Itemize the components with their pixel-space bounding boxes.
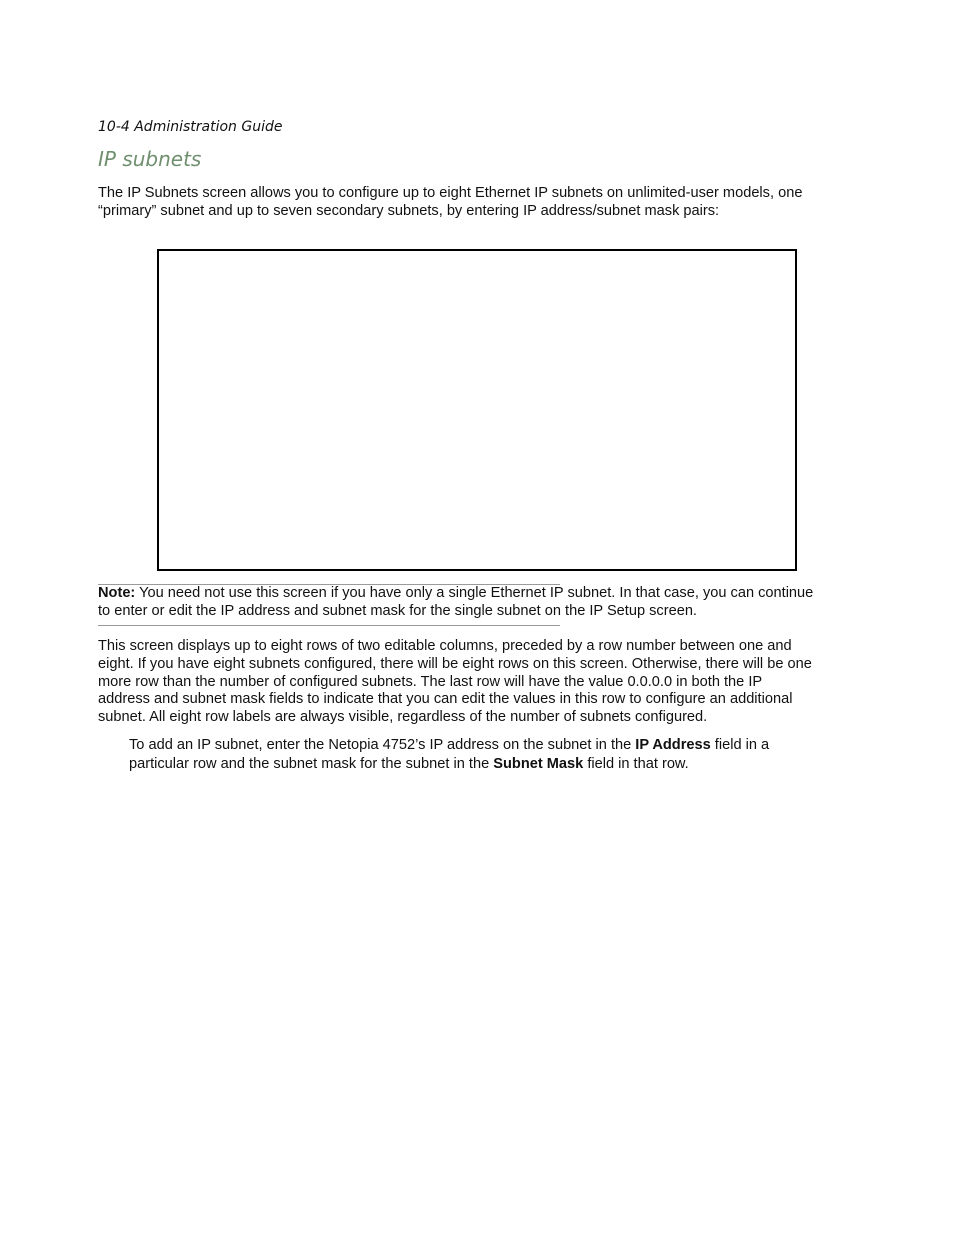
subnet-mask-term: Subnet Mask — [493, 756, 584, 772]
instruction-text: particular row and the subnet mask for the subnet in the — [129, 756, 494, 772]
instruction-paragraph — [129, 736, 869, 774]
intro-line: The IP Subnets screen allows you to configure up to eight Ethernet IP subnets on unlimited-user models, one — [98, 185, 803, 201]
instruction-line — [129, 755, 869, 774]
description-paragraph — [98, 638, 868, 727]
instruction-line — [129, 736, 869, 755]
description-line: address and subnet mask fields to indicate that you can edit the values in this row to configure an additional — [98, 691, 793, 708]
note-line — [98, 585, 868, 603]
screen-figure-frame — [157, 249, 797, 571]
running-header: 10-4 Administration Guide — [98, 119, 283, 135]
note-block — [98, 585, 868, 621]
note-bottom-rule — [98, 625, 560, 626]
description-line: eight. If you have eight subnets configured, there will be eight rows on this screen. Otherwise, there will be one — [98, 655, 812, 672]
section-title: IP subnets — [98, 147, 202, 171]
intro-line: “primary” subnet and up to seven secondary subnets, by entering IP address/subnet mask pairs: — [98, 202, 720, 219]
description-line: subnet. All eight row labels are always visible, regardless of the number of subnets configured. — [98, 709, 708, 726]
note-label: Note: — [98, 585, 136, 601]
intro-paragraph — [98, 185, 868, 221]
note-line: to enter or edit the IP address and subnet mask for the single subnet on the IP Setup screen. — [98, 602, 697, 619]
instruction-text: field in a — [710, 737, 770, 753]
instruction-text: To add an IP subnet, enter the Netopia 4752’s IP address on the subnet in the — [129, 737, 636, 753]
description-line: This screen displays up to eight rows of two editable columns, preceded by a row number between one and — [98, 638, 792, 654]
note-text: You need not use this screen if you have only a single Ethernet IP subnet. In that case, you can continue — [135, 585, 814, 601]
instruction-text: field in that row. — [583, 756, 689, 772]
description-line: more row than the number of configured subnets. The last row will have the value 0.0.0.0 in both the IP — [98, 673, 763, 690]
ip-address-term: IP Address — [635, 737, 711, 753]
